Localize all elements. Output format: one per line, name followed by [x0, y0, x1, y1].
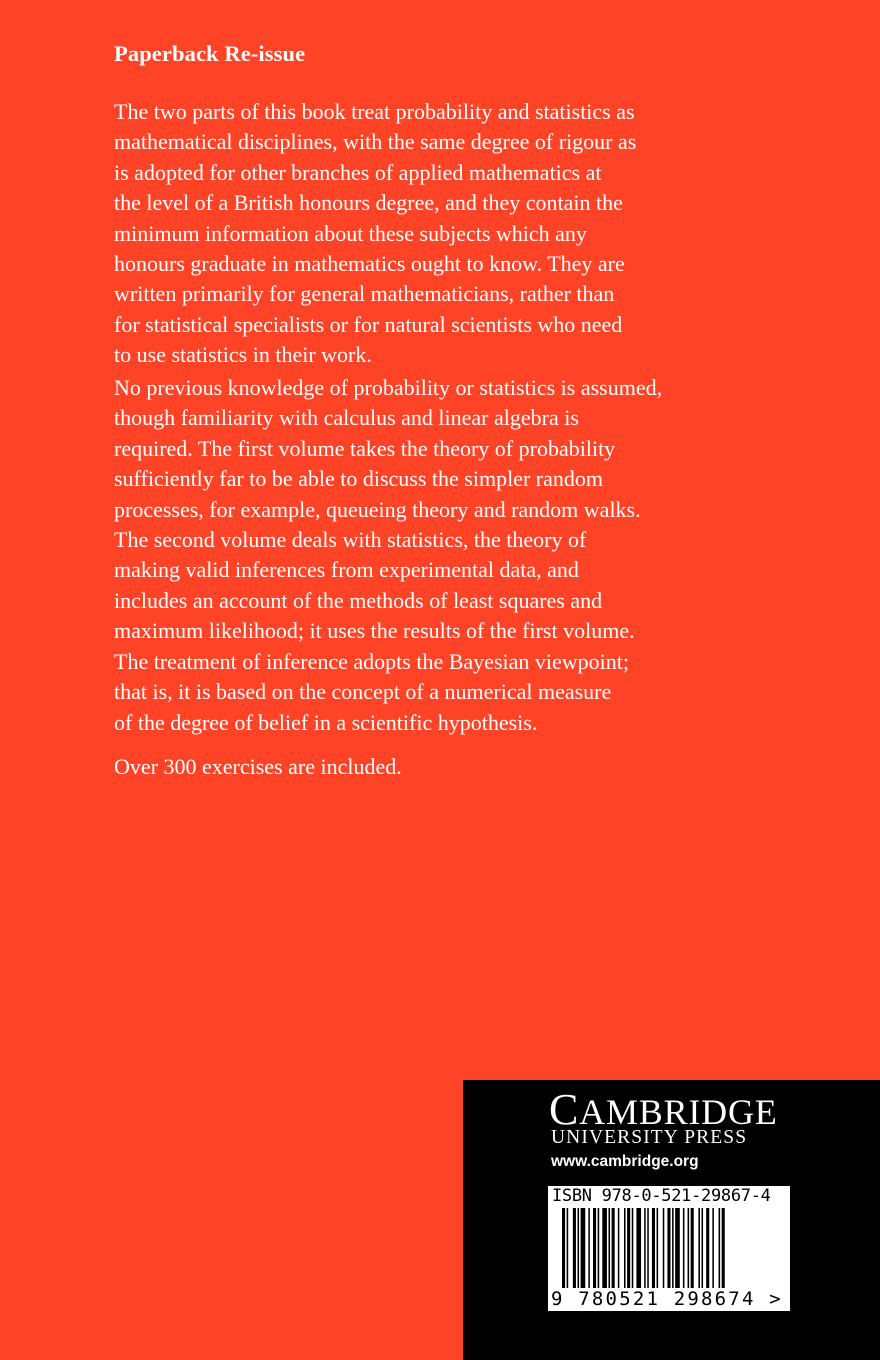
blurb-paragraph-3	[114, 647, 774, 738]
paragraph-line: making valid inferences from experimental data, and	[114, 557, 579, 583]
paragraph-line: minimum information about these subjects which any	[114, 220, 587, 246]
barcode-bar	[722, 1208, 725, 1288]
barcode-bar	[667, 1208, 670, 1288]
publisher-name-initial: C	[549, 1085, 580, 1134]
barcode-bar	[562, 1208, 565, 1288]
barcode-bar	[702, 1208, 704, 1288]
barcode-bar	[609, 1208, 611, 1288]
paragraph-line: for statistical specialists or for natural scientists who need	[114, 311, 623, 337]
barcode-bar	[706, 1208, 709, 1288]
barcode-bar	[578, 1208, 580, 1288]
paragraph-line: required. The first volume takes the theory of probability	[114, 435, 616, 461]
barcode-bar	[657, 1208, 659, 1288]
paragraph-line: written primarily for general mathematicians, rather than	[114, 281, 615, 307]
barcode-bar	[698, 1208, 700, 1288]
paragraph-line: to use statistics in their work.	[114, 342, 372, 368]
barcode-icon	[548, 1208, 790, 1290]
paragraph-line: of the degree of belief in a scientific hypothesis.	[114, 709, 538, 735]
publisher-logo-wordmark	[549, 1085, 778, 1134]
barcode-box	[548, 1186, 790, 1311]
publisher-url: www.cambridge.org	[551, 1153, 699, 1170]
paragraph-line: maximum likelihood; it uses the results of the first volume.	[114, 618, 635, 644]
barcode-bar	[636, 1208, 641, 1288]
paragraph-line: though familiarity with calculus and linear algebra is	[114, 405, 579, 431]
paragraph-line: mathematical disciplines, with the same degree of rigour as	[114, 129, 637, 155]
barcode-bar	[627, 1208, 630, 1288]
cover-heading: Paperback Re-issue	[114, 41, 306, 66]
publisher-subtitle: UNIVERSITY PRESS	[551, 1127, 748, 1148]
paragraph-line: that is, it is based on the concept of a numerical measure	[114, 679, 612, 705]
paragraph-line: Over 300 exercises are included.	[114, 754, 402, 779]
isbn-label: ISBN 978-0-521-29867-4	[552, 1186, 771, 1206]
paragraph-line: The second volume deals with statistics, the theory of	[114, 527, 587, 553]
ean-digits: 9 780521 298674 >	[551, 1288, 783, 1310]
barcode-bar	[719, 1208, 721, 1288]
paragraph-line: the level of a British honours degree, and they contain the	[114, 190, 623, 216]
barcode-bar	[644, 1208, 646, 1288]
barcode-bar	[573, 1208, 576, 1288]
paragraph-line: is adopted for other branches of applied mathematics at	[114, 159, 602, 185]
paragraph-line: The treatment of inference adopts the Bayesian viewpoint;	[114, 649, 629, 674]
barcode-bar	[581, 1208, 586, 1288]
barcode-bar	[672, 1208, 674, 1288]
paragraph-line: processes, for example, queueing theory and random walks.	[114, 496, 641, 522]
paragraph-line: includes an account of the methods of least squares and	[114, 587, 603, 613]
barcode-bar	[602, 1208, 607, 1288]
barcode-bar	[593, 1208, 596, 1288]
publisher-name-rest: AMBRIDGE	[579, 1092, 778, 1132]
barcode-bar	[691, 1208, 694, 1288]
barcode-bar	[567, 1208, 569, 1288]
barcode-bar	[683, 1208, 685, 1288]
blurb-paragraph-2	[114, 373, 774, 647]
barcode-bar	[588, 1208, 590, 1288]
barcode-bar	[647, 1208, 649, 1288]
paragraph-line: No previous knowledge of probability or statistics is assumed,	[114, 375, 663, 400]
paragraph-line: The two parts of this book treat probability and statistics as	[114, 99, 635, 124]
paragraph-line: honours graduate in mathematics ought to know. They are	[114, 251, 625, 277]
barcode-bar	[652, 1208, 655, 1288]
barcode-bar	[663, 1208, 665, 1288]
barcode-bar	[618, 1208, 620, 1288]
paragraph-line: sufficiently far to be able to discuss the simpler random	[114, 466, 603, 492]
blurb-paragraph-4	[114, 752, 774, 782]
barcode-bar	[712, 1208, 714, 1288]
barcode-bar	[612, 1208, 615, 1288]
barcode-bar	[675, 1208, 680, 1288]
barcode-bar	[598, 1208, 600, 1288]
barcode-bar	[688, 1208, 690, 1288]
blurb-paragraph-1	[114, 97, 774, 371]
barcode-bar	[632, 1208, 634, 1288]
barcode-bar	[624, 1208, 626, 1288]
